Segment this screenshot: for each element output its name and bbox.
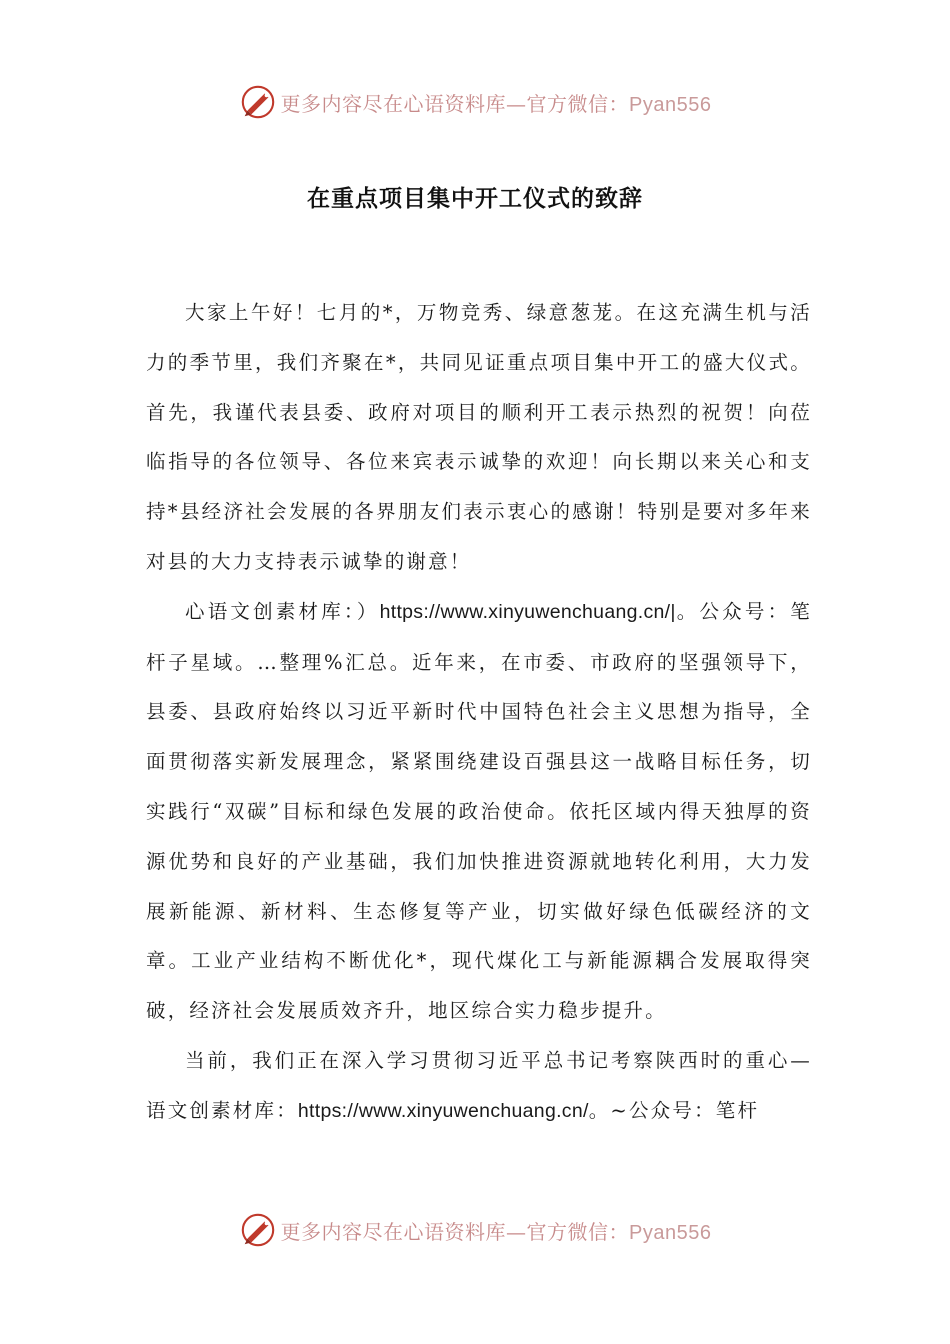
pen-logo-icon: [239, 1211, 277, 1249]
banner-text: 更多内容尽在心语资料库—官方微信：Pyan556: [280, 91, 712, 116]
paragraph-3: 当前，我们正在深入学习贯彻习近平总书记考察陕西时的重心—语文创素材库：https://www.xinyuwenchuang.cn/。~公众号：笔杆: [146, 1048, 812, 1122]
footer-watermark-banner: [0, 1208, 950, 1252]
header-watermark-banner: [0, 80, 950, 124]
wechat-id: Pyan556: [629, 93, 712, 116]
paragraph-2: 心语文创素材库：）https://www.xinyuwenchuang.cn/|。公众号：笔杆子星域。…整理%汇总。近年来，在市委、市政府的坚强领导下，县委、县政府始终以习近平新时代中国特色社会主义思想为指导，全面贯彻落实新发展理念，紧紧围绕建设百强县这一战略目标任务，切实践行“双碳”目标和绿色发展的政治使命。依托区域内得天独厚的资源优势和良好的产业基础，我们加快推进资源就地转化利用，大力发展新能源、新材料、生态修复等产业，切实做好绿色低碳经济的文章。工业产业结构不断优化*，现代煤化工与新能源耦合发展取得突破，经济社会发展质效齐升，地区综合实力稳步提升。: [146, 599, 812, 1023]
document-body: [146, 288, 812, 1137]
url-text: https://www.xinyuwenchuang.cn/|: [379, 600, 676, 623]
wechat-id: Pyan556: [629, 1221, 712, 1244]
document-title: 在重点项目集中开工仪式的致辞: [307, 186, 643, 212]
pen-logo-icon: [239, 83, 277, 121]
url-text: https://www.xinyuwenchuang.cn/: [297, 1099, 589, 1122]
banner-text: 更多内容尽在心语资料库—官方微信：Pyan556: [280, 1219, 712, 1244]
paragraph-1: 大家上午好！七月的*，万物竞秀、绿意葱茏。在这充满生机与活力的季节里，我们齐聚在*，共同见证重点项目集中开工的盛大仪式。首先，我谨代表县委、政府对项目的顺利开工表示热烈的祝贺！向莅临指导的各位领导、各位来宾表示诚挚的欢迎！向长期以来关心和支持*县经济社会发展的各界朋友们表示衷心的感谢！特别是要对多年来对县的大力支持表示诚挚的谢意！: [146, 301, 812, 573]
